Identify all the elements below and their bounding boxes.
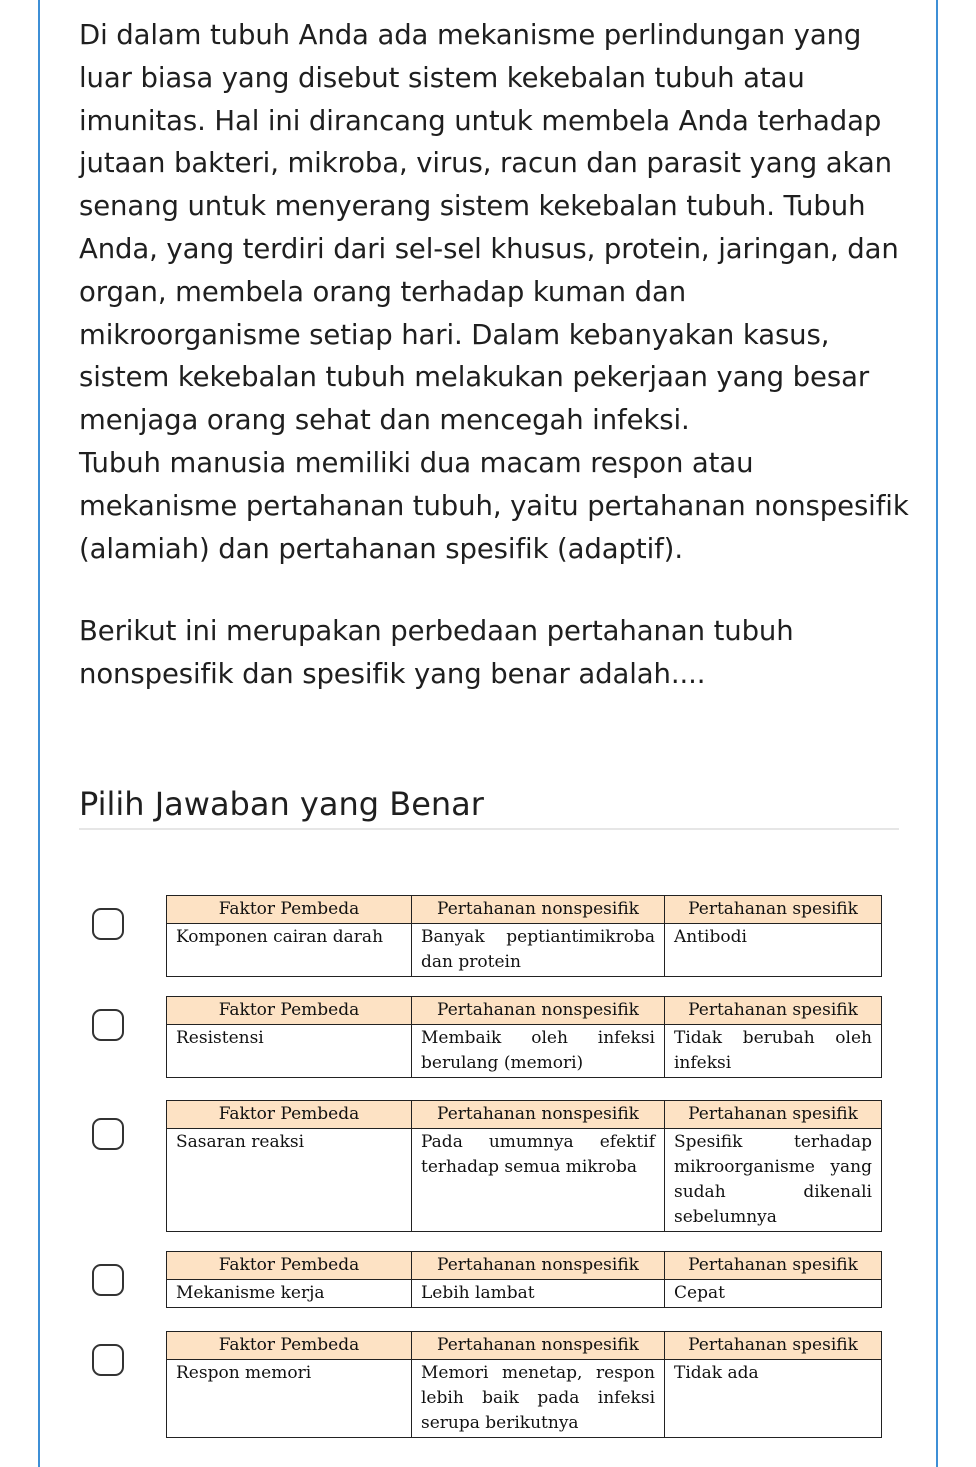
question-line: Di dalam tubuh Anda ada mekanisme perlindungan yang: [79, 19, 862, 51]
cell-nonspecific: Banyak peptiantimikroba dan protein: [412, 924, 665, 977]
cell-nonspecific: Lebih lambat: [412, 1280, 665, 1308]
header-nonspecific: Pertahanan nonspesifik: [412, 896, 665, 924]
card-right-border: [936, 0, 938, 1467]
header-nonspecific: Pertahanan nonspesifik: [412, 1101, 665, 1129]
question-line: jutaan bakteri, mikroba, virus, racun dan parasit yang akan: [79, 147, 892, 180]
header-specific: Pertahanan spesifik: [665, 1101, 882, 1129]
cell-nonspecific: Memori menetap, respon lebih baik pada infeksi serupa berikutnya: [412, 1360, 665, 1438]
cell-factor: Komponen cairan darah: [167, 924, 412, 977]
option-b-table: [166, 996, 882, 1078]
question-line: organ, membela orang terhadap kuman dan: [79, 275, 687, 308]
radio-option-e[interactable]: [92, 1344, 124, 1376]
question-line: senang untuk menyerang sistem kekebalan tubuh. Tubuh: [79, 190, 866, 223]
question-line: mikroorganisme setiap hari. Dalam kebanyakan kasus,: [79, 318, 830, 351]
question-line: (alamiah) dan pertahanan spesifik (adaptif).: [79, 532, 683, 565]
cell-specific: Antibodi: [665, 924, 882, 977]
radio-option-a[interactable]: [92, 908, 124, 940]
question-line: Tubuh manusia memiliki dua macam respon atau: [79, 446, 754, 479]
cell-factor: Resistensi: [167, 1025, 412, 1078]
header-nonspecific: Pertahanan nonspesifik: [412, 997, 665, 1025]
question-prompt-line: Berikut ini merupakan perbedaan pertahanan tubuh: [79, 615, 794, 648]
header-specific: Pertahanan spesifik: [665, 896, 882, 924]
cell-specific: Cepat: [665, 1280, 882, 1308]
question-line: imunitas. Hal ini dirancang untuk membela Anda terhadap: [79, 104, 882, 137]
divider: [79, 828, 899, 830]
cell-specific: Spesifik terhadap mikroorganisme yang sudah dikenali sebelumnya: [665, 1129, 882, 1232]
question-line: luar biasa yang disebut sistem kekebalan tubuh atau: [79, 61, 805, 94]
header-nonspecific: Pertahanan nonspesifik: [412, 1252, 665, 1280]
question-line: sistem kekebalan tubuh melakukan pekerjaan yang besar: [79, 361, 870, 394]
option-d-table: [166, 1251, 882, 1308]
header-factor: Faktor Pembeda: [167, 1252, 412, 1280]
option-c-table: [166, 1100, 882, 1232]
cell-factor: Sasaran reaksi: [167, 1129, 412, 1232]
cell-specific: Tidak ada: [665, 1360, 882, 1438]
radio-option-b[interactable]: [92, 1009, 124, 1041]
question-text: [79, 14, 919, 696]
header-nonspecific: Pertahanan nonspesifik: [412, 1332, 665, 1360]
cell-nonspecific: Pada umumnya efektif terhadap semua mikroba: [412, 1129, 665, 1232]
answers-title: Pilih Jawaban yang Benar: [79, 785, 484, 823]
header-factor: Faktor Pembeda: [167, 1101, 412, 1129]
question-line: menjaga orang sehat dan mencegah infeksi.: [79, 404, 690, 437]
radio-option-c[interactable]: [92, 1118, 124, 1150]
header-factor: Faktor Pembeda: [167, 997, 412, 1025]
card-left-border: [38, 0, 40, 1467]
cell-factor: Mekanisme kerja: [167, 1280, 412, 1308]
header-specific: Pertahanan spesifik: [665, 997, 882, 1025]
cell-factor: Respon memori: [167, 1360, 412, 1438]
cell-nonspecific: Membaik oleh infeksi berulang (memori): [412, 1025, 665, 1078]
option-e-table: [166, 1331, 882, 1438]
option-a-table: [166, 895, 882, 977]
header-specific: Pertahanan spesifik: [665, 1252, 882, 1280]
header-factor: Faktor Pembeda: [167, 896, 412, 924]
radio-option-d[interactable]: [92, 1264, 124, 1296]
header-factor: Faktor Pembeda: [167, 1332, 412, 1360]
cell-specific: Tidak berubah oleh infeksi: [665, 1025, 882, 1078]
question-line: mekanisme pertahanan tubuh, yaitu pertahanan nonspesifik: [79, 489, 909, 522]
question-line: Anda, yang terdiri dari sel-sel khusus, protein, jaringan, dan: [79, 232, 899, 265]
header-specific: Pertahanan spesifik: [665, 1332, 882, 1360]
question-prompt-line: nonspesifik dan spesifik yang benar adalah....: [79, 658, 706, 691]
